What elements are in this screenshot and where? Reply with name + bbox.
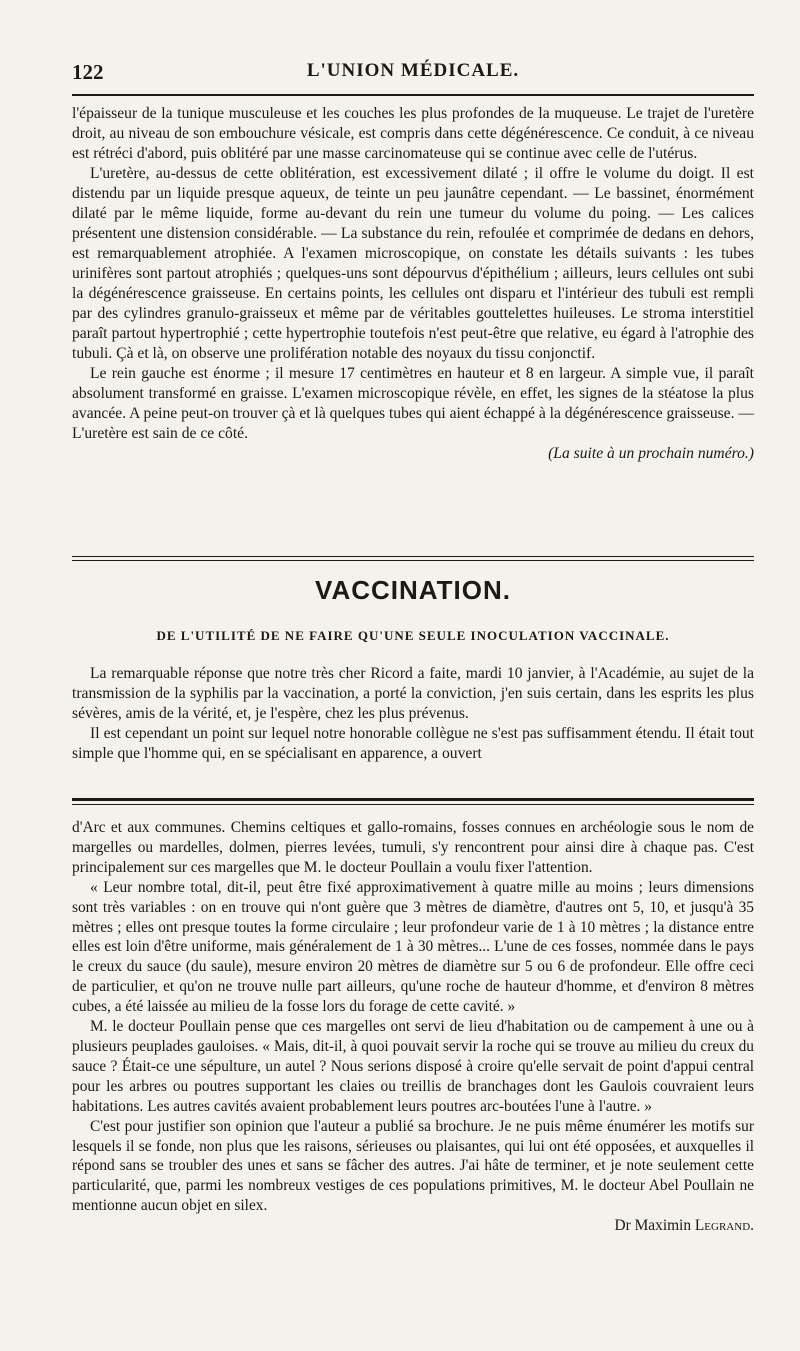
- paragraph: M. le docteur Poullain pense que ces margelles ont servi de lieu d'habitation ou de campement à une ou à plusieurs peuplades gauloises. « Mais, dit-il, à quoi pouvait servir la roche qui se trouve au milieu du creux du sauce ? Était-ce une sépulture, un autel ? Nous serions disposé à croire qu'elle servait de point d'appui central pour les arbres ou poutres supportant les claies ou treillis de branchages dont les Gaulois couvraient leurs habitations. Les autres cavités avaient probablement leurs poutres arc-boutées l'une à l'autre. »: [72, 1018, 754, 1115]
- article-vaccination: [72, 664, 754, 764]
- paragraph: l'épaisseur de la tunique musculeuse et les couches les plus profondes de la muqueuse. Le trajet de l'uretère droit, au niveau de son embouchure vésicale, est compris dans cette dégénérescence. Ce conduit, à ce niveau est rétréci d'abord, puis oblitéré par une masse carcinomateuse qui se continue avec celle de l'utérus.: [72, 105, 754, 162]
- page-header: [72, 50, 754, 90]
- feuilleton: [72, 818, 754, 1236]
- journal-title: L'UNION MÉDICALE.: [306, 60, 520, 81]
- section-divider-bottom: [72, 560, 754, 561]
- continuation-note: (La suite à un prochain numéro.): [548, 445, 754, 462]
- paragraph: d'Arc et aux communes. Chemins celtiques et gallo-romains, fosses connues en archéologie sous le nom de margelles ou mardelles, dolmen, pierres levées, tumuli, s'y rencontrent pour ainsi dire à chaque pas. C'est principalement sur ces margelles que M. le docteur Poullain a voulu fixer l'attention.: [72, 819, 754, 876]
- feuilleton-divider-thin: [72, 804, 754, 805]
- page-number: 122: [72, 60, 104, 84]
- paragraph: Il est cependant un point sur lequel notre honorable collègue ne s'est pas suffisamment étendu. Il était tout simple que l'homme qui, en se spécialisant en apparence, a ouvert: [72, 725, 754, 762]
- feuilleton-divider: [72, 798, 754, 801]
- paragraph: La remarquable réponse que notre très cher Ricord a faite, mardi 10 janvier, à l'Académie, au sujet de la transmission de la syphilis par la vaccination, a porté la conviction, j'en suis certain, dans les esprits les plus sévères, amis de la vérité, et, je l'espère, chez les plus prévenus.: [72, 665, 754, 722]
- author-signature: [72, 1216, 754, 1236]
- article-subtitle: DE L'UTILITÉ DE NE FAIRE QU'UNE SEULE INOCULATION VACCINALE.: [156, 628, 670, 643]
- signature-name: Legrand.: [694, 1217, 754, 1235]
- section-title: VACCINATION.: [315, 575, 511, 605]
- paragraph: C'est pour justifier son opinion que l'auteur a publié sa brochure. Je ne puis même énumérer les motifs sur lesquels il se fonde, non plus que les raisons, sérieuses ou plaisantes, qui lui ont été opposées, et auxquelles il répond sans se troubler des unes et sans se fâcher des autres. J'ai hâte de terminer, et je note seulement cette particularité, que, parmi les nombreux vestiges de ces populations primitives, M. le docteur Abel Poullain ne mentionne aucun objet en silex.: [72, 1117, 754, 1215]
- paragraph: L'uretère, au-dessus de cette oblitération, est excessivement dilaté ; il offre le volume du doigt. Il est distendu par un liquide presque aqueux, de teinte un peu jaunâtre cependant. — Le bassinet, énormément dilaté par le même liquide, forme au-devant du rein une tumeur du volume du poing. — Les calices présentent une distension considérable. — La substance du rein, refoulée et comprimée de dedans en dehors, est remarquablement atrophiée. A l'examen microscopique, on constate les détails suivants : les tubes urinifères sont partout atrophiés ; quelques-uns sont dépourvus d'épithélium ; ailleurs, leurs cellules ont subi la dégénérescence graisseuse. En certains points, les cellules ont disparu et l'intérieur des tubuli est rempli par des cylindres granulo-graisseux et même par de véritables gouttelettes huileuses. Le stroma interstitiel paraît partout hypertrophié ; cette hypertrophie toutefois n'est peut-être que relative, eu égard à l'atrophie des tubuli. Çà et là, on observe une prolifération notable des noyaux du tissu conjonctif.: [72, 165, 754, 362]
- paragraph: « Leur nombre total, dit-il, peut être fixé approximativement à quatre mille au moins ; leurs dimensions sont très variables : on en trouve qui n'ont guère que 3 mètres de diamètre, d'autres ont 5, 10, et jusqu'à 35 mètres ; elles ont presque toutes la forme circulaire ; leur profondeur varie de 1 à 10 mètres ; la distance entre elles est loin d'être uniforme, mais généralement de 1 à 30 mètres... L'une de ces fosses, nommée dans le pays le creux du sauce (du saule), mesure environ 20 mètres de diamètre sur 5 ou 6 de profondeur. Elle offre ceci de particulier, et qu'on ne trouve nulle part ailleurs, qu'une roche de hauteur d'homme, et d'environ 8 mètres cubes, a été laissée au milieu de la fosse lors du forage de cette cavité. »: [72, 878, 754, 1016]
- paragraph: Le rein gauche est énorme ; il mesure 17 centimètres en hauteur et 8 en largeur. A simple vue, il paraît absolument transformé en graisse. L'examen microscopique révèle, en effet, les signes de la stéatose la plus avancée. A peine peut-on trouver çà et là quelques tubes qui aient échappé à la dégénérescence graisseuse. — L'uretère est sain de ce côté.: [72, 365, 754, 442]
- article-case-report: [72, 104, 754, 464]
- section-divider-top: [72, 556, 754, 557]
- signature-prefix: Dr Maximin: [614, 1217, 692, 1235]
- header-rule: [72, 94, 754, 96]
